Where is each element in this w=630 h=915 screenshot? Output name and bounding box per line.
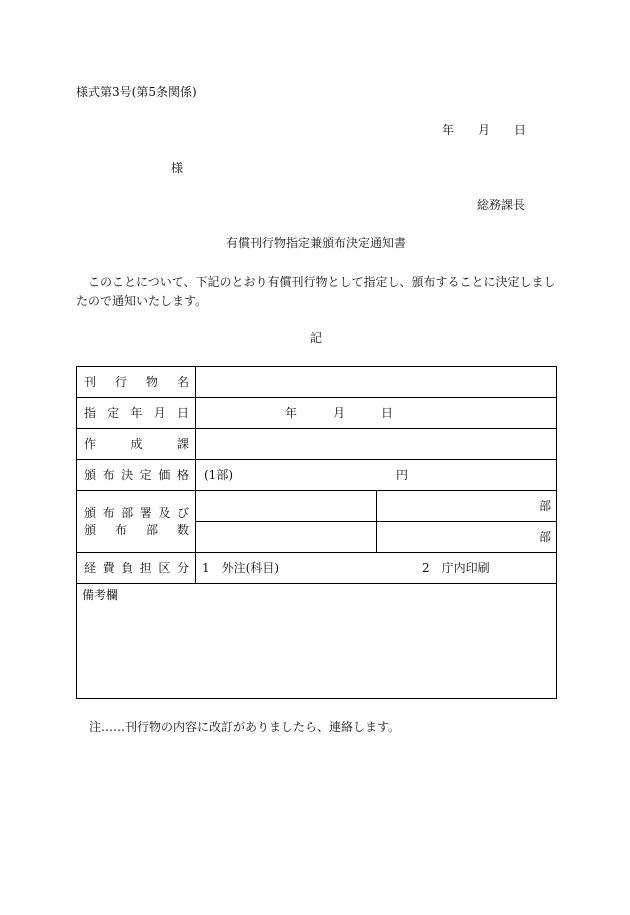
- record-heading: 記: [309, 331, 322, 345]
- distribution-label-line2: 頒布部数: [84, 522, 189, 537]
- distribution-label-cell: [77, 491, 196, 553]
- designation-date-label-cell: [77, 398, 196, 429]
- publication-form-table: [76, 366, 557, 699]
- creating-section-label: 作成課: [84, 436, 189, 451]
- cost-burden-box: [196, 553, 556, 583]
- designation-date-value-cell: [196, 398, 557, 429]
- designation-date-label: 指定年月日: [84, 405, 189, 420]
- issue-date: 年 月 日: [441, 123, 526, 137]
- cost-burden-label: 経費負担区分: [84, 560, 189, 575]
- publication-name-label: 刊行物名: [84, 374, 189, 389]
- form-number: 様式第3号(第5条関係): [76, 85, 197, 99]
- row-price: [77, 460, 557, 491]
- cost-burden-label-cell: [77, 553, 196, 584]
- price-value-cell: [196, 460, 557, 491]
- row-cost-burden: [77, 553, 557, 584]
- sender-title: 総務課長: [476, 198, 525, 212]
- distribution-copies-cell-2: [377, 522, 557, 553]
- row-creating-section: [77, 429, 557, 460]
- designation-date-box: [196, 398, 556, 428]
- footnote: 注……刊行物の内容に改訂がありましたら、連絡します。: [89, 720, 401, 734]
- distribution-department-cell-2: [196, 522, 377, 553]
- addressee-honorific: 様: [171, 161, 184, 175]
- distribution-department-cell-1: [196, 491, 377, 522]
- publication-name-value-cell: [196, 367, 557, 398]
- price-label: 頒布決定価格: [84, 467, 189, 482]
- distribution-label-line1: 頒布部署及び: [84, 505, 189, 520]
- row-publication-name: [77, 367, 557, 398]
- copies-unit: 部: [538, 499, 551, 513]
- body-line-1: このことについて、下記のとおり有償刊行物として指定し、頒布することに決定しまし: [88, 275, 556, 289]
- distribution-copies-cell-1: [377, 491, 557, 522]
- row-distribution-1: [77, 491, 557, 522]
- body-line-2: たので通知いたします。: [76, 294, 208, 308]
- price-box: [196, 460, 556, 490]
- body-paragraph: [76, 273, 558, 311]
- cost-option-outsourced: 1 外注(科目): [202, 561, 279, 575]
- row-designation-date: [77, 398, 557, 429]
- remarks-cell: [77, 584, 557, 699]
- row-remarks: [77, 584, 557, 699]
- price-label-cell: [77, 460, 196, 491]
- price-currency-unit: 円: [396, 468, 409, 482]
- copies-unit: 部: [538, 530, 551, 544]
- creating-section-label-cell: [77, 429, 196, 460]
- publication-name-label-cell: [77, 367, 196, 398]
- creating-section-value-cell: [196, 429, 557, 460]
- document-title: 有償刊行物指定兼頒布決定通知書: [225, 236, 406, 250]
- remarks-label: 備考欄: [82, 588, 119, 602]
- cost-burden-value-cell: [196, 553, 557, 584]
- designation-date-value: 年 月 日: [285, 406, 394, 420]
- price-per-copy: (1部): [204, 468, 233, 482]
- cost-option-in-house: 2 庁内印刷: [422, 561, 490, 575]
